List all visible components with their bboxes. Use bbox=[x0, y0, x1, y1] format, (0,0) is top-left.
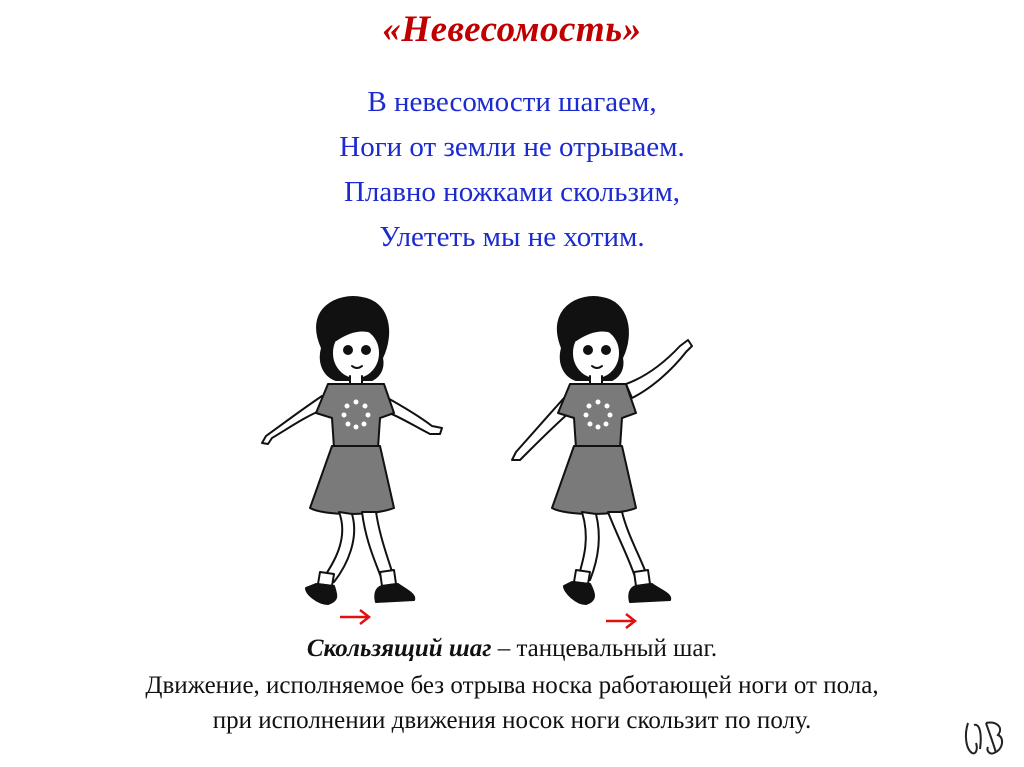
poem-line-2: Ноги от земли не отрываем. bbox=[339, 131, 685, 163]
description-line-1: Движение, исполняемое без отрыва носка работающей ноги от пола, bbox=[145, 672, 879, 699]
term-label: Скользящий шаг bbox=[306, 635, 492, 662]
poem-line-4: Улететь мы не хотим. bbox=[379, 221, 645, 253]
term-definition: – танцевальный шаг. bbox=[491, 635, 718, 662]
dancing-girl-illustration-left bbox=[244, 288, 464, 618]
right-arrow-icon bbox=[604, 612, 638, 630]
description-line-2: при исполнении движения носок ноги скользит по полу. bbox=[212, 707, 812, 734]
right-arrow-icon bbox=[338, 608, 372, 626]
slide-title: «Невесомость» bbox=[382, 9, 642, 50]
dancing-girl-illustration-right bbox=[500, 288, 710, 618]
caption bbox=[0, 630, 1024, 738]
poem-line-3: Плавно ножками скользим, bbox=[343, 176, 681, 208]
definition-line bbox=[0, 630, 1024, 668]
poem bbox=[0, 80, 1024, 260]
signature-monogram-icon bbox=[960, 715, 1008, 759]
poem-line-1: В невесомости шагаем, bbox=[367, 86, 657, 118]
